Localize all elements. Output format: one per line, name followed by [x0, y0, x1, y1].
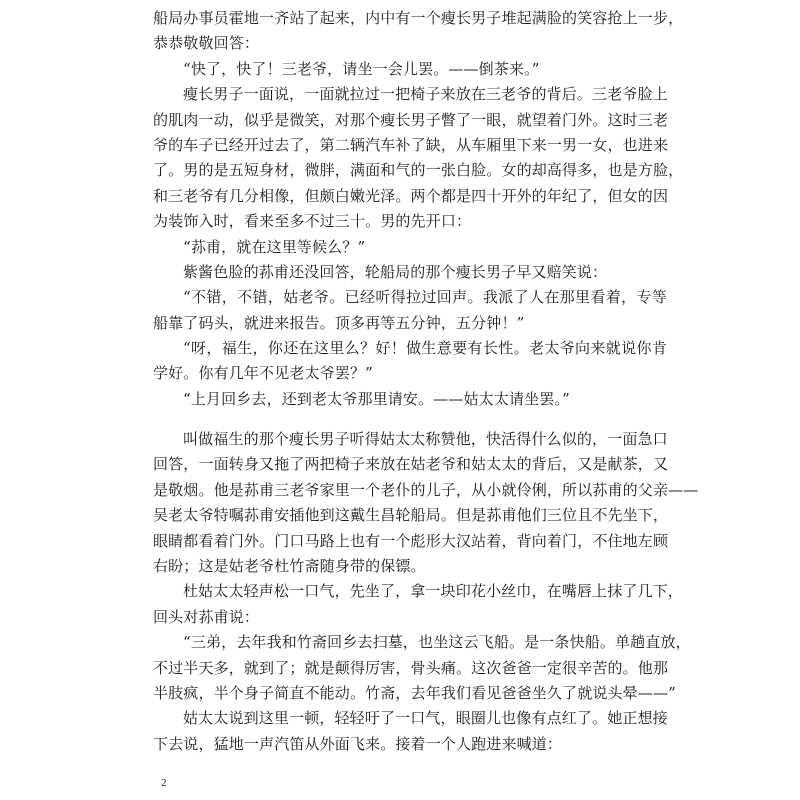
text-line: “荪甫，就在这里等候么？”: [183, 237, 366, 256]
text-line: “三弟，去年我和竹斋回乡去扫墓，也坐这云飞船。是一条快船。单趟直放，: [183, 633, 691, 652]
text-line: 紫酱色脸的荪甫还没回答，轮船局的那个瘦长男子早又赔笑说：: [183, 262, 608, 281]
text-line: 吴老太爷特嘱荪甫安插他到这戴生昌轮船局。但是荪甫他们三位且不先坐下，: [153, 506, 669, 525]
text-line: 回答，一面转身又拖了两把椅子来放在姑老爷和姑太太的背后，又是献茶，又: [153, 455, 669, 474]
text-line: 瘦长男子一面说，一面就拉过一把椅子来放在三老爷的背后。三老爷脸上: [183, 85, 668, 104]
text-line: 回头对荪甫说：: [153, 607, 260, 626]
text-line: 右盼；这是姑老爷杜竹斋随身带的保镖。: [153, 556, 426, 575]
text-line: 为装饰入时，看来至多不过三十。男的先开口：: [153, 212, 472, 231]
text-line: “快了，快了！三老爷，请坐一会儿罢。——倒茶来。”: [183, 59, 540, 78]
text-line: 姑太太说到这里一顿，轻轻吁了一口气，眼圈儿也像有点红了。她正想接: [183, 709, 668, 728]
page-number: 2: [161, 777, 167, 789]
text-line: 半肢疯，半个身子简直不能动。竹斋，去年我们看见爸爸坐久了就说头晕——”: [153, 683, 676, 702]
text-line: 眼睛都看着门外。门口马路上也有一个彪形大汉站着，背向着门，不住地左顾: [153, 531, 669, 550]
text-section-2: [153, 427, 699, 757]
text-line: 下去说，猛地一声汽笛从外面飞来。接着一个人跑进来喊道：: [153, 734, 563, 753]
text-line: 的肌肉一动，似乎是微笑，对那个瘦长男子瞥了一眼，就望着门外。这时三老: [153, 110, 669, 129]
text-line: 船局办事员霍地一齐站了起来，内中有一个瘦长男子堆起满脸的笑容抢上一步，: [153, 9, 684, 27]
text-section-1: [153, 6, 684, 412]
text-line: 恭恭敬敬回答：: [153, 34, 260, 53]
text-line: 是敬烟。他是荪甫三老爷家里一个老仆的儿子，从小就伶俐，所以荪甫的父亲——: [153, 480, 699, 499]
text-line: “上月回乡去，还到老太爷那里请安。——姑太太请坐罢。”: [183, 389, 570, 408]
text-line: 叫做福生的那个瘦长男子听得姑太太称赞他，快活得什么似的，一面急口: [183, 430, 668, 448]
text-line: 和三老爷有几分相像，但颇白嫩光泽。两个都是四十开外的年纪了，但女的因: [153, 186, 669, 205]
text-line: “不错，不错，姑老爷。已经听得拉过回声。我派了人在那里看着，专等: [183, 288, 667, 307]
text-line: 学好。你有几年不见老太爷罢？”: [153, 364, 373, 383]
text-line: 杜姑太太轻声松一口气，先坐了，拿一块印花小丝巾，在嘴唇上抹了几下，: [183, 582, 683, 601]
text-line: 爷的车子已经开过去了，第二辆汽车补了缺，从车厢里下来一男一女，也进来: [153, 135, 669, 154]
text-line: “呀，福生，你还在这里么？好！做生意要有长性。老太爷向来就说你肯: [183, 339, 667, 358]
text-line: 船靠了码头，就进来报告。顶多再等五分钟，五分钟！”: [153, 313, 525, 332]
text-line: 了。男的是五短身材，微胖，满面和气的一张白脸。女的却高得多，也是方脸，: [153, 161, 684, 180]
text-line: 不过半天多，就到了；就是颠得厉害，骨头痛。这次爸爸一定很辛苦的。他那: [153, 658, 669, 677]
